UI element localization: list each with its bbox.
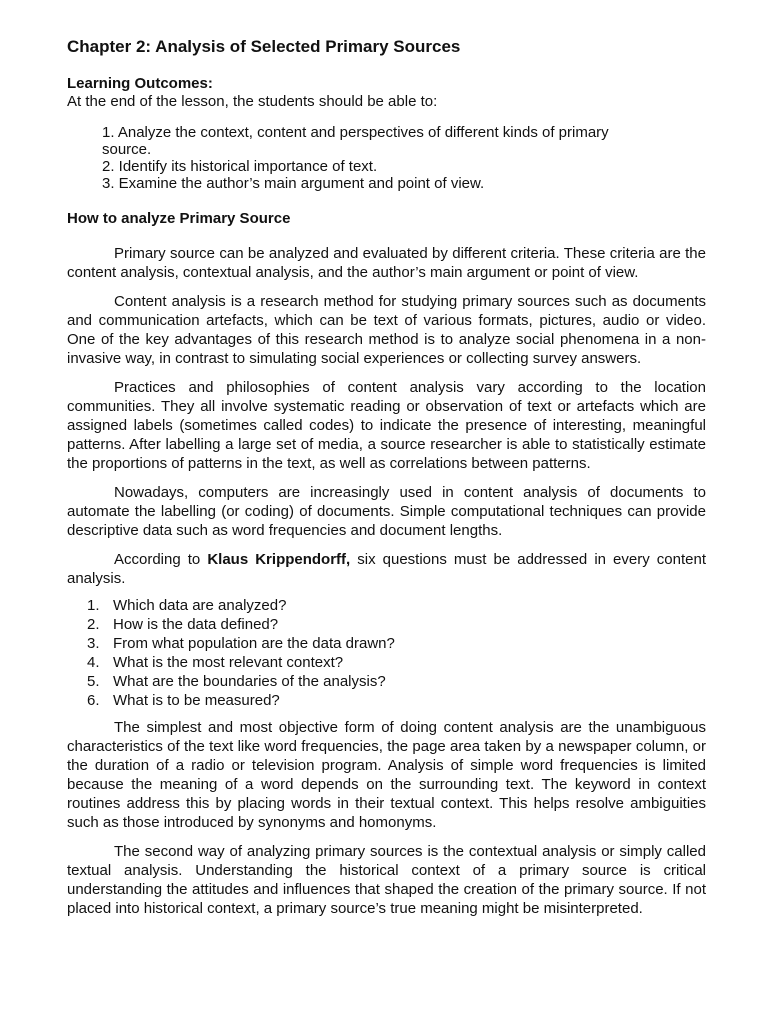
question-text: How is the data defined? [113,616,279,633]
question-number: 3. [87,635,100,652]
question-number: 5. [87,673,100,690]
paragraph-contextual-analysis: The second way of analyzing primary sources is the contextual analysis or simply called textual analysis. Understanding the historical context of a primary source is critical understanding the attitudes and influences that shaped the creation of the primary source. If not placed into historical context, a primary source’s true meaning might be misinterpreted. [67,843,706,917]
outcome-item: 2. Identify its historical importance of text. [102,158,378,175]
outcome-item: 3. Examine the author’s main argument and point of view. [102,175,485,192]
question-item [87,634,706,653]
question-item [87,615,706,634]
paragraph-practices: Practices and philosophies of content analysis vary according to the location communities. They all involve systematic reading or observation of text or artefacts which are assigned labels (sometimes called codes) to indicate the presence of interesting, meaningful patterns. After labelling a large set of media, a source researcher is able to statistically estimate the proportions of patterns in the text, as well as correlations between patterns. [67,379,706,472]
paragraph-criteria: Primary source can be analyzed and evaluated by different criteria. These criteria are the content analysis, contextual analysis, and the author’s main argument or point of view. [67,245,706,281]
krippendorff-before: According to [114,551,208,568]
learning-outcomes-title: Learning Outcomes: [67,75,213,92]
question-number: 1. [87,597,100,614]
paragraph-content-analysis: Content analysis is a research method for studying primary sources such as documents and communication artefacts, which can be text of various formats, pictures, audio or video. One of the key advantages of this research method is to analyze social phenomena in a non-invasive way, in contrast to simulating social experiences or collecting survey answers. [67,293,706,367]
paragraph-krippendorff [67,550,706,588]
question-number: 4. [87,654,100,671]
paragraph-computers: Nowadays, computers are increasingly used in content analysis of documents to automate the labelling (or coding) of documents. Simple computational techniques can provide descriptive data such as word frequencies and document lengths. [67,484,706,539]
question-number: 6. [87,692,100,709]
learning-outcomes-list [67,124,662,192]
question-text: What is the most relevant context? [113,654,344,671]
krippendorff-name: Klaus Krippendorff, [207,551,351,568]
question-text: What are the boundaries of the analysis? [113,673,386,690]
krippendorff-after: six questions must be addressed in every content analysis. [67,551,706,587]
questions-list [67,596,706,710]
question-text: Which data are analyzed? [113,597,287,614]
outcome-item: 1. Analyze the context, content and perspectives of different kinds of primary source. [102,124,609,158]
section-heading: How to analyze Primary Source [67,210,291,227]
question-item [87,653,706,672]
question-item [87,596,706,615]
question-item [87,672,706,691]
question-text: From what population are the data drawn? [113,635,395,652]
chapter-title: Chapter 2: Analysis of Selected Primary Sources [67,37,461,56]
question-item [87,691,706,710]
question-number: 2. [87,616,100,633]
question-text: What is to be measured? [113,692,280,709]
paragraph-simplest-form: The simplest and most objective form of doing content analysis are the unambiguous characteristics of the text like word frequencies, the page area taken by a newspaper column, or the duration of a radio or television program. Analysis of simple word frequencies is limited because the meaning of a word depends on the surrounding text. The keyword in context routines address this by placing words in their textual context. This helps resolve ambiguities such as those introduced by synonyms and homonyms. [67,719,706,831]
learning-outcomes-intro: At the end of the lesson, the students should be able to: [67,93,438,110]
